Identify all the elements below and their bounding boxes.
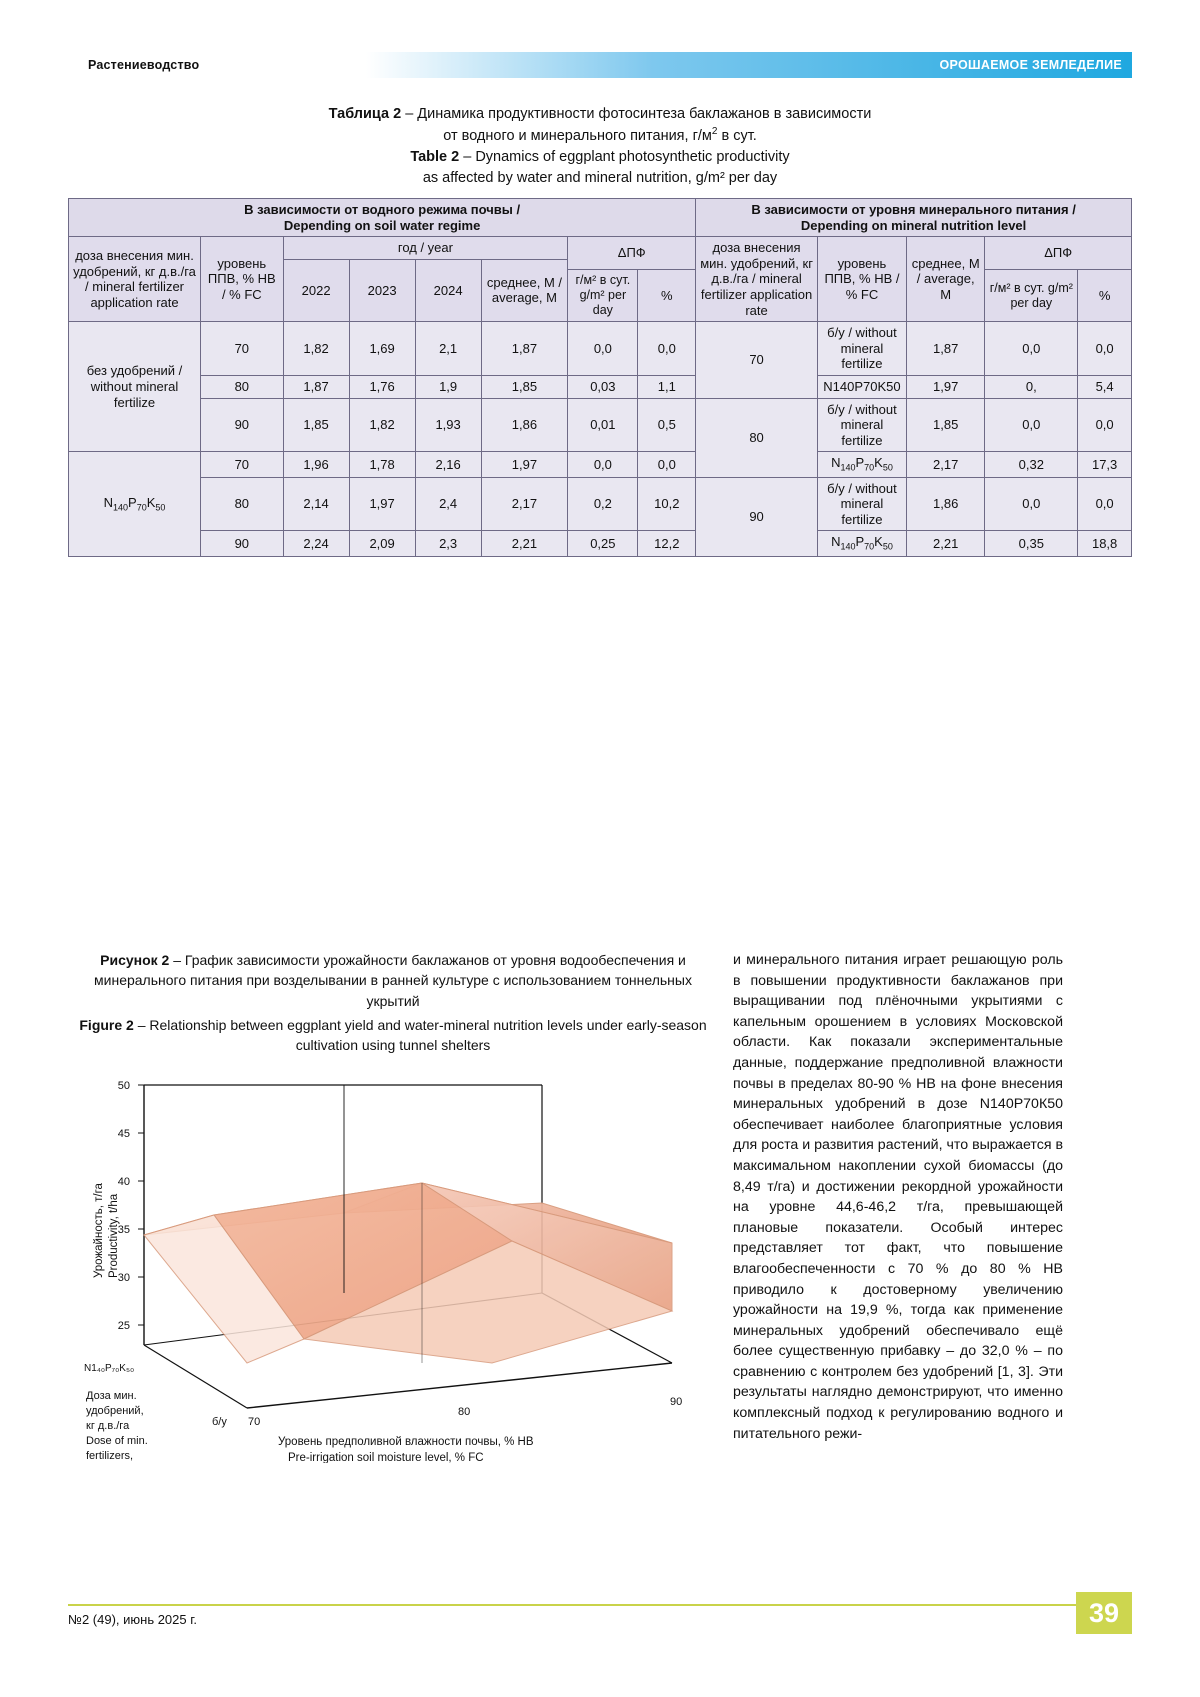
table-header-row-1	[69, 237, 1132, 260]
z-tick-25: 25	[117, 1320, 130, 1332]
x-axis-title-ru: Уровень предполивной влажности почвы, % НВ	[278, 1436, 534, 1448]
y-axis-title-en-2: fertilizers,	[86, 1450, 134, 1462]
row-group-label-left-2: $N_{140}P_{70}K_{50}$	[69, 452, 201, 557]
group-header-left: В зависимости от водного режима почвы / Depending on soil water regime	[69, 199, 696, 237]
cell-dpf-pct-right: 0,0	[1078, 398, 1132, 452]
figure-caption	[68, 950, 718, 1055]
table-row	[69, 375, 1132, 398]
header-section-title: Растениеводство	[88, 58, 200, 72]
col-dose-left: доза внесения мин. удобрений, кг д.в./га / mineral fertilizer application rate	[69, 237, 201, 322]
cell-avg: 2,21	[481, 531, 568, 556]
cell-dpf: 0,03	[568, 375, 638, 398]
col-2024: 2024	[415, 259, 481, 321]
cell-2022: 1,85	[283, 398, 349, 452]
cell-2024: 2,16	[415, 452, 481, 477]
cell-avg: 1,97	[481, 452, 568, 477]
col-dpf-unit-left: г/м² в сут. g/m² per day	[568, 270, 638, 322]
cell-2024: 2,3	[415, 531, 481, 556]
table-caption-ru-units-sup: 2	[711, 126, 718, 138]
col-dpf-pct-left: %	[638, 270, 696, 322]
table-row	[69, 398, 1132, 452]
cell-2022: 2,24	[283, 531, 349, 556]
col-level-right: уровень ППВ, % НВ / % FC	[817, 237, 906, 322]
body-text-column	[733, 950, 1063, 1444]
table-caption-ru-text: – Динамика продуктивности фотосинтеза баклажанов в зависимости	[401, 106, 872, 122]
cell-dpf-right: 0,0	[985, 477, 1078, 531]
z-tick-40: 40	[117, 1176, 130, 1188]
col-dpf-unit-right: г/м² в сут. g/m² per day	[985, 270, 1078, 322]
x-tick-80: 80	[458, 1406, 471, 1418]
table-group-header-row	[69, 199, 1132, 237]
y-axis-title-ru-3: кг д.в./га	[86, 1420, 130, 1432]
cell-fert-right: б/у / without mineral fertilize	[817, 398, 906, 452]
cell-dose-right: 80	[696, 398, 818, 477]
cell-2024: 1,93	[415, 398, 481, 452]
col-dpf-left: ΔПФ	[568, 237, 696, 270]
x-axis-title-en: Pre-irrigation soil moisture level, % FC	[288, 1452, 484, 1463]
cell-2023: 1,97	[349, 477, 415, 531]
depth-edge-left	[144, 1345, 247, 1408]
cell-dpf-pct: 10,2	[638, 477, 696, 531]
cell-dpf-pct: 0,0	[638, 452, 696, 477]
cell-level: 80	[201, 375, 284, 398]
col-dpf-right: ΔПФ	[985, 237, 1132, 270]
cell-2024: 1,9	[415, 375, 481, 398]
x-axis	[247, 1363, 672, 1408]
cell-dpf-right: 0,0	[985, 322, 1078, 376]
col-avg-left: среднее, М / average, М	[481, 259, 568, 321]
table-caption-ru-units-b: в сут.	[717, 127, 757, 144]
cell-dpf-right: 0,	[985, 375, 1078, 398]
z-axis-title-ru: Урожайность, т/га	[93, 1183, 105, 1278]
col-avg-right: среднее, М / average, М	[907, 237, 985, 322]
cell-dpf-right: 0,35	[985, 531, 1078, 556]
cell-dpf-pct: 0,0	[638, 322, 696, 376]
cell-avg-right: 1,87	[907, 322, 985, 376]
cell-2023: 1,69	[349, 322, 415, 376]
figure-caption-en-text: – Relationship between eggplant yield and water-mineral nutrition levels under early-season cultivation using tunnel shelters	[133, 1016, 707, 1054]
col-year-group: год / year	[283, 237, 568, 260]
cell-dpf-pct-right: 5,4	[1078, 375, 1132, 398]
table-caption-en-label: Table 2	[410, 148, 460, 165]
header-journal-title: ОРОШАЕМОЕ ЗЕМЛЕДЕЛИЕ	[939, 58, 1122, 72]
table-caption-en-units: as affected by water and mineral nutrition, g/m² per day	[422, 169, 778, 186]
cell-dpf-pct-right: 0,0	[1078, 477, 1132, 531]
cell-2023: 2,09	[349, 531, 415, 556]
z-tick-45: 45	[117, 1128, 130, 1140]
cell-2022: 1,87	[283, 375, 349, 398]
cell-dpf-pct-right: 0,0	[1078, 322, 1132, 376]
cell-avg-right: 2,21	[907, 531, 985, 556]
y-axis-title-ru-2: удобрений,	[86, 1405, 144, 1417]
cell-avg-right: 2,17	[907, 452, 985, 477]
cell-2023: 1,76	[349, 375, 415, 398]
x-tick-90: 90	[670, 1396, 683, 1408]
col-dose-right: доза внесения мин. удобрений, кг д.в./га / mineral fertilizer application rate	[696, 237, 818, 322]
cell-fert-right: N140P70K50	[817, 375, 906, 398]
table-row	[69, 452, 1132, 477]
group-header-right: В зависимости от уровня минерального питания / Depending on mineral nutrition level	[696, 199, 1132, 237]
figure-caption-ru-label: Рисунок 2	[100, 952, 170, 968]
cell-dose-right: 70	[696, 322, 818, 398]
cell-2022: 2,14	[283, 477, 349, 531]
row-group-label-left-1: без удобрений / without mineral fertilize	[69, 322, 201, 452]
footer-rule	[68, 1604, 1132, 1606]
footer-issue: №2 (49), июнь 2025 г.	[68, 1612, 198, 1627]
cell-avg: 1,86	[481, 398, 568, 452]
cell-avg: 2,17	[481, 477, 568, 531]
cell-level: 80	[201, 477, 284, 531]
table-row	[69, 322, 1132, 376]
y-tick-fert: N1₄₀P₇₀K₅₀	[84, 1363, 135, 1374]
cell-avg: 1,87	[481, 322, 568, 376]
cell-dpf-pct: 12,2	[638, 531, 696, 556]
cell-dpf-pct: 0,5	[638, 398, 696, 452]
table-caption-en-text: – Dynamics of eggplant photosynthetic productivity	[459, 148, 790, 165]
y-axis-title-en-1: Dose of min.	[86, 1435, 148, 1447]
figure-caption-ru-text: – График зависимости урожайности баклажанов от уровня водообеспечения и минерального питания при возделывании в ранней культуре с использованием тоннельных укрытий	[94, 952, 692, 1009]
page-header-band	[68, 52, 1132, 78]
col-2023: 2023	[349, 259, 415, 321]
x-tick-70: 70	[248, 1416, 261, 1428]
cell-2022: 1,82	[283, 322, 349, 376]
figure-2-chart	[72, 1063, 722, 1463]
figure-caption-en-label: Figure 2	[79, 1016, 134, 1033]
cell-dpf: 0,0	[568, 322, 638, 376]
table-2	[68, 198, 1132, 557]
page-number: 39	[1076, 1592, 1132, 1634]
table-row	[69, 477, 1132, 531]
cell-2023: 1,78	[349, 452, 415, 477]
col-level-left: уровень ППВ, % НВ / % FC	[201, 237, 284, 322]
cell-avg-right: 1,85	[907, 398, 985, 452]
z-axis-title-en: Productivity, t/ha	[108, 1193, 120, 1278]
table-caption-ru-label: Таблица 2	[328, 106, 402, 122]
cell-dpf: 0,01	[568, 398, 638, 452]
cell-dpf-right: 0,32	[985, 452, 1078, 477]
cell-fert-right: б/у / without mineral fertilize	[817, 322, 906, 376]
col-dpf-pct-right: %	[1078, 270, 1132, 322]
cell-2022: 1,96	[283, 452, 349, 477]
surface-plot-svg	[72, 1063, 722, 1463]
cell-dpf: 0,0	[568, 452, 638, 477]
body-paragraph: и минерального питания играет решающую роль в повышении продуктивности баклажанов при выращивании под плёночными укрытиями с капельным орошением в условиях Московской области. Как показали экспериментальные данные, поддержание предполивной влажности почвы в пределах 80-90 % НВ на фоне внесения минеральных удобрений в дозе N140Р70К50 обеспечивает наиболее благоприятные условия для роста и развития растений, что выражается в максимальном накоплении сухой биомассы (до 8,49 т/га) и достижении рекордной урожайности на уровне 44,6-46,2 т/га, превышающей плановые показатели. Особый интерес представляет тот факт, что повышение влагообеспеченности с 70 % до 80 % НВ приводило к достоверному увеличению урожайности на 19,9 %, тогда как применение минеральных удобрений обеспечивало ещё более существенную прибавку – до 32,0 % – по сравнению с контролем без удобрений [1, 3]. Эти результаты наглядно демонстрируют, что именно комплексный подход к регулированию водного и питательного режи-	[733, 952, 1063, 1442]
col-2022: 2022	[283, 259, 349, 321]
cell-dose-right: 90	[696, 477, 818, 556]
cell-level: 70	[201, 452, 284, 477]
cell-avg-right: 1,97	[907, 375, 985, 398]
y-tick-control: б/у	[212, 1416, 227, 1428]
cell-fert-right: б/у / without mineral fertilize	[817, 477, 906, 531]
cell-2024: 2,1	[415, 322, 481, 376]
cell-2024: 2,4	[415, 477, 481, 531]
z-tick-30: 30	[117, 1272, 130, 1284]
cell-level: 90	[201, 398, 284, 452]
cell-level: 90	[201, 531, 284, 556]
cell-avg: 1,85	[481, 375, 568, 398]
z-tick-50: 50	[117, 1080, 130, 1092]
cell-dpf-pct: 1,1	[638, 375, 696, 398]
cell-dpf: 0,25	[568, 531, 638, 556]
cell-dpf-pct-right: 17,3	[1078, 452, 1132, 477]
cell-2023: 1,82	[349, 398, 415, 452]
table-row	[69, 531, 1132, 556]
y-axis-title-ru-1: Доза мин.	[86, 1390, 137, 1402]
cell-fert-right: $N_{140}P_{70}K_{50}$	[817, 531, 906, 556]
cell-level: 70	[201, 322, 284, 376]
table-caption-ru-units-a: от водного и минерального питания, г/м	[443, 127, 712, 144]
cell-fert-right: $N_{140}P_{70}K_{50}$	[817, 452, 906, 477]
table-caption	[68, 104, 1132, 189]
cell-dpf-pct-right: 18,8	[1078, 531, 1132, 556]
cell-dpf-right: 0,0	[985, 398, 1078, 452]
cell-avg-right: 1,86	[907, 477, 985, 531]
cell-dpf: 0,2	[568, 477, 638, 531]
z-tick-35: 35	[117, 1224, 130, 1236]
